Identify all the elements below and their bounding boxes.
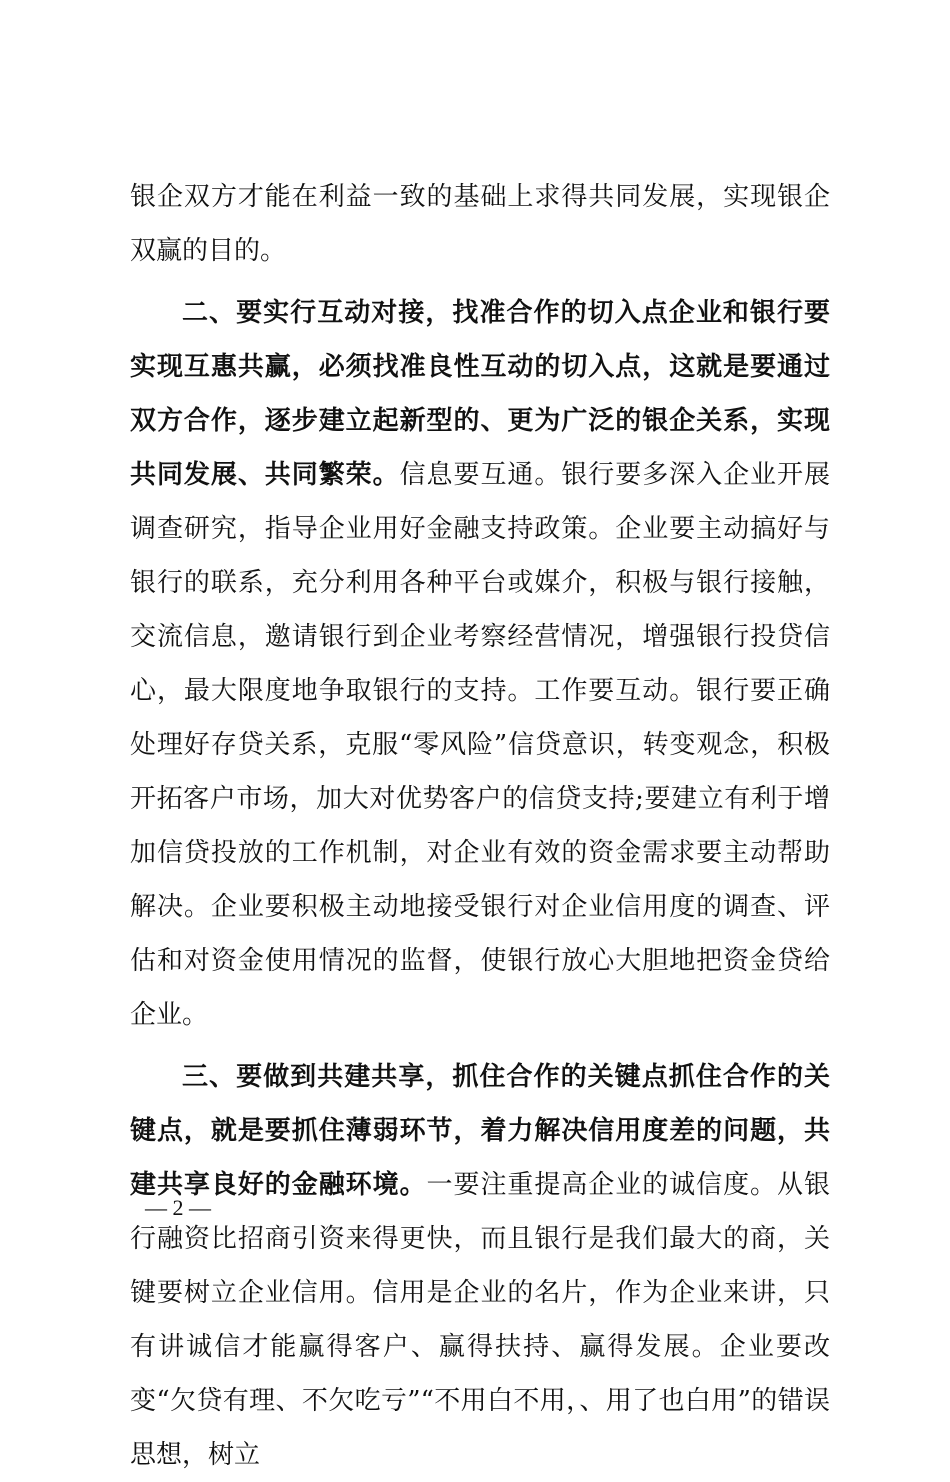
section-two-text: 信息要互通。银行要多深入企业开展调查研究，指导企业用好金融支持政策。企业要主动搞好与银行的联系，充分利用各种平台或媒介，积极与银行接触，交流信息，邀请银行到企业考察经营情况，增强银行投贷信心，最大限度地争取银行的支持。工作要互动。银行要正确处理好存贷关系，克服“零风险”信贷意识，转变观念，积极开拓客户市场，加大对优势客户的信贷支持;要建立有利于增加信贷投放的工作机制，对企业有效的资金需求要主动帮助解决。企业要积极主动地接受银行对企业信用度的调查、评估和对资金使用情况的监督，使银行放心大胆地把资金贷给企业。 bbox=[130, 460, 830, 1030]
section-two-heading: 二、要实行互动对接，找准合作的切入点企业和银行要实现互惠共赢，必须找准良性互动的切入点，这就是要通过双方合作，逐步建立起新型的、更为广泛的银企关系，实现共同发展、共同繁荣。 bbox=[130, 298, 830, 490]
paragraph-1 bbox=[130, 170, 830, 278]
paragraph-3 bbox=[130, 1050, 830, 1482]
section-three-text: 一要注重提高企业的诚信度。从银行融资比招商引资来得更快，而且银行是我们最大的商，关键要树立企业信用。信用是企业的名片，作为企业来讲，只有讲诚信才能赢得客户、赢得扶持、赢得发展。企业要改变“欠贷有理、不欠吃亏”“不用白不用，、用了也白用”的错误思想，树立 bbox=[130, 1170, 830, 1470]
page-number: — 2 — bbox=[145, 1195, 211, 1220]
paragraph-2 bbox=[130, 286, 830, 1042]
paragraph-1-text: 银企双方才能在利益一致的基础上求得共同发展，实现银企双赢的目的。 bbox=[130, 182, 830, 266]
section-three-heading: 三、要做到共建共享，抓住合作的关键点抓住合作的关键点，就是要抓住薄弱环节，着力解决信用度差的问题，共建共享良好的金融环境。 bbox=[130, 1062, 830, 1200]
paragraph-gap bbox=[130, 1042, 830, 1050]
document-body bbox=[130, 170, 830, 1482]
paragraph-gap bbox=[130, 278, 830, 286]
